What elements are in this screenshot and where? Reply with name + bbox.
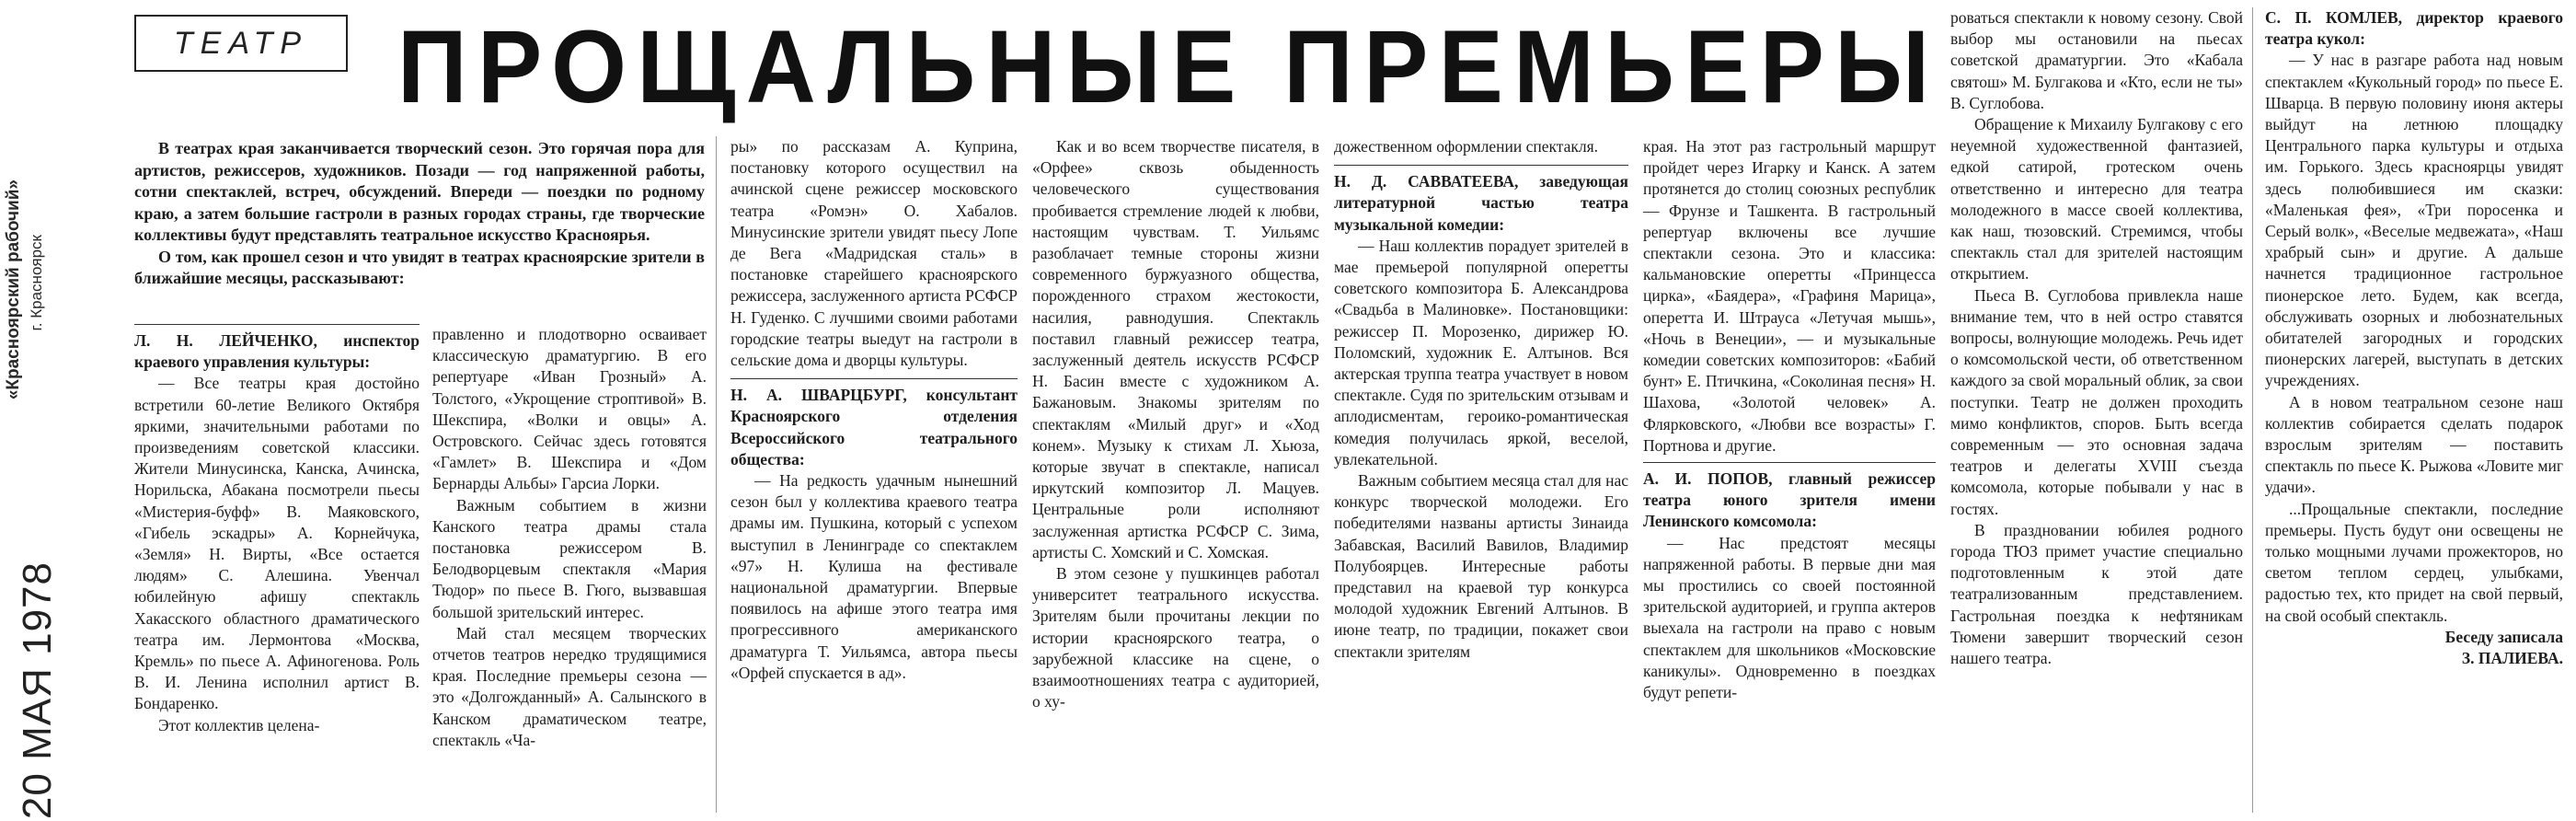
paper-name-stamp: «Красноярский рабочий» xyxy=(4,179,23,400)
paragraph: — Все театры края достойно встретили 60-летие Великого Октября яркими, значительными работами по произведениям советской классики. Жители Минусинска, Канска, Ачинска, Норильска, Абакана посмотрели пьесы «Мистерия-буфф» В. Маяковского, «Гибель эскадры» А. Корнейчука, «Земля» Н. Вирты, «Все остается людям» С. Алешина. Увенчал юбилейную афишу спектакль Хакасского областного драматического театра им. Лермонтова «Москва, Кремль» по пьесе А. Афиногенова. Роль В. И. Ленина исполнил артист В. Бондаренко. xyxy=(134,374,420,713)
divider xyxy=(134,324,420,325)
speaker-heading: Н. Д. САВВАТЕЕВА, заведующая литературной частью театра музыкальной комедии: xyxy=(1334,172,1628,234)
column-2 xyxy=(432,324,707,751)
signoff-label: Беседу записала xyxy=(2444,627,2563,646)
signoff-author: З. ПАЛИЕВА. xyxy=(2461,649,2563,668)
paragraph: Этот коллектив целена- xyxy=(158,715,320,734)
column-6 xyxy=(1643,136,1936,703)
paragraph: Пьеса В. Суглобова привлекла наше внимание тем, что в ней остро ставятся вопросы, волнующие молодежь. Речь идет о комсомольской чести, об ответственном каждого за свой моральный облик, за свои поступки. Театр не должен проходить мимо конфликтов, споров. Быть всегда современным — это основная задача театров и делегаты XVIII съезда комсомола, которые побывали у нас в гостях. xyxy=(1950,285,2243,518)
divider xyxy=(1334,165,1628,166)
paragraph: правленно и плодотворно осваивает классическую драматургию. В его репертуаре «Иван Грозный» А. Толстого, «Укрощение строптивой» В. Шекспира, «Волки и овцы» А. Островского. Сейчас здесь готовятся «Гамлет» В. Шекспира и «Дом Бернарды Альбы» Гарсиа Лорки. xyxy=(432,325,707,493)
date-stamp: 20 МАЯ 1978 xyxy=(15,561,60,820)
lead-paragraph: В театрах края заканчивается творческий сезон. Это горячая пора для артистов, режиссеров, художников. Позади — год напряженной работы, сотни спектаклей, встреч, обсуждений. Впереди — поездки по родному краю, а затем большие гастроли в разных городах страны, где творческие коллективы будут представлять театральное искусство Красноярья. xyxy=(134,139,705,244)
paragraph: В праздновании юбилея родного города ТЮЗ примет участие специально подготовленным к этой дате театрализованным представлением. Гастрольная поездка к нефтяникам Тюмени завершит творческий сезон нашего театра. xyxy=(1950,520,2243,668)
column-3 xyxy=(730,136,1018,684)
lead-block xyxy=(134,138,705,290)
paragraph: роваться спектакли к новому сезону. Свой выбор мы остановили на пьесах советской драматургии. Это «Кабала святош» М. Булгакова и «Кто, если не ты» В. Суглобова. xyxy=(1950,8,2243,112)
paragraph: Важным событием месяца стал для нас конкурс творческой молодежи. Его победителями названы артисты Зинаида Забавская, Василий Вавилов, Владимир Полубоярцев. Интересные работы представил на краевой тур конкурса молодой художник Евгений Алтынов. В июне театр, по традиции, покажет свои спектакли зрителям xyxy=(1334,471,1628,661)
column-5 xyxy=(1334,136,1628,663)
rubric-label: ТЕАТР xyxy=(134,15,348,72)
paragraph: — Наш коллектив порадует зрителей в мае премьерой популярной оперетты советского композитора Б. Александрова «Свадьба в Малиновке». Постановщики: режиссер П. Морозенко, дирижер Ю. Поломский, художник Е. Алтынов. Вся актерская труппа театра участвует в новом спектакле. Судя по зрительским отзывам и аплодисментам, героико-романтическая комедия получилась яркой, веселой, увлекательной. xyxy=(1334,236,1628,468)
paragraph: Май стал месяцем творческих отчетов театров нередко трудящимися края. Последние премьеры сезона — это «Долгожданный» А. Салынского в Канском драматическом театре, спектакль «Ча- xyxy=(432,623,707,749)
paragraph: Обращение к Михаилу Булгакову с его неуемной художественной фантазией, едкой сатирой, гротеском очень ответственно и интересно для театра молодежного в массе своей коллектива, как наш, тюзовский. Стремимся, чтобы спектакль стал для зрителей настоящим открытием. xyxy=(1950,115,2243,283)
paragraph: Важным событием в жизни Канского театра драмы стала постановка режиссером В. Белодворцевым спектакля «Мария Тюдор» по пьесе В. Гюго, вызвавшая большой зрительский интерес. xyxy=(432,495,707,621)
speaker-heading: А. И. ПОПОВ, главный режиссер театра юного зрителя имени Ленинского комсомола: xyxy=(1643,469,1936,531)
paragraph: — Нас предстоят месяцы напряженной работы. В первые дни мая мы простились со своей постоянной зрительской аудиторией, и группа актеров выехала на гастроли на право с новым спектаклем для школьников «Московские каникулы». Одновременно в поездках будут репети- xyxy=(1643,533,1936,702)
headline: ПРОЩАЛЬНЫЕ ПРЕМЬЕРЫ xyxy=(397,8,1940,124)
lead-paragraph: О том, как прошел сезон и что увидят в театрах красноярские зрители в ближайшие месяцы, рассказывают: xyxy=(134,247,705,287)
paragraph: дожественном оформлении спектакля. xyxy=(1334,137,1599,156)
column-1 xyxy=(134,324,420,736)
divider xyxy=(1643,462,1936,463)
column-7 xyxy=(1950,7,2243,669)
column-rule xyxy=(2252,7,2253,813)
column-rule xyxy=(716,136,717,813)
speaker-heading: Н. А. ШВАРЦБУРГ, консультант Красноярского отделения Всероссийского театрального общества: xyxy=(730,386,1018,468)
paragraph: — На редкость удачным нынешний сезон был у коллектива краевого театра драмы им. Пушкина, который с успехом выступил в Ленинграде со спектаклем «97» Н. Кулиша на фестивале национальной драматургии. Впервые появилось на афише этого театра имя прогрессивного американского драматурга Т. Уильямса, автора пьесы «Орфей спускается в ад». xyxy=(730,471,1018,682)
paragraph: — У нас в разгаре работа над новым спектаклем «Кукольный город» по пьесе Е. Шварца. В первую половину июня актеры выйдут на летнюю площадку Центрального парка культуры и отдыха им. Горького. Здесь красноярцы увидят здесь полюбившиеся им сказки: «Маленькая фея», «Три поросенка и Серый волк», «Веселые медвежата», «Наш храбрый сын» и другие. А дальше начнется традиционное гастрольное пионерское лето. Будем, как всегда, обслуживать озорных и любознательных обитателей загородных и городских пионерских лагерей, выступать в детских учреждениях. xyxy=(2265,51,2563,390)
paragraph: В этом сезоне у пушкинцев работал университет театрального искусства. Зрителям были прочитаны лекции по истории красноярского театра, о зарубежной классике на сцене, о взаимоотношениях театра с аудиторией, о ху- xyxy=(1032,564,1319,711)
paragraph: ...Прощальные спектакли, последние премьеры. Пусть будут они освещены не только мощными лучами прожекторов, но светом теплом сердец, улыбками, радостью тех, кто придет на свой первый, на свой особый спектакль. xyxy=(2265,499,2563,625)
paragraph: ры» по рассказам А. Куприна, постановку которого осуществил на ачинской сцене режиссер московского театра «Ромэн» О. Хабалов. Минусинские зрители увидят пьесу Лопе де Вега «Мадридская сталь» в постановке старейшего красноярского режиссера, заслуженного артиста РСФСР Н. Гуденко. С лучшими своими работами городские театры выедут на гастроли в сельские дома и дворцы культуры. xyxy=(730,137,1018,370)
paper-city-stamp: г. Красноярск xyxy=(28,235,45,331)
paragraph: края. На этот раз гастрольный маршрут пройдет через Игарку и Канск. А затем протянется до столиц союзных республик — Фрунзе и Ташкента. В гастрольный репертуар включены все лучшие спектакли сезона. Это и классика: кальмановские оперетты «Принцесса цирка», «Баядера», «Графиня Марица», оперетта И. Штрауса «Летучая мышь», «Ночь в Венеции», — и музыкальные комедии советских композиторов: «Бабий бунт» Е. Птичкина, «Соколиная песня» Н. Шахова, «Золотой человек» А. Флярковского, «Любви все возрасты» Г. Портнова и другие. xyxy=(1643,137,1936,455)
paragraph: А в новом театральном сезоне наш коллектив собирается сделать подарок взрослым зрителям — поставить спектакль по пьесе К. Рыжова «Ловите миг удачи». xyxy=(2265,392,2563,497)
paragraph: Как и во всем творчестве писателя, в «Орфее» сквозь обыденность человеческого существования пробивается стремление людей к любви, настоящим чувствам. Т. Уильямс разоблачает темные стороны жизни современного буржуазного общества, порожденного страхом жестокости, насилия, равнодушия. Спектакль поставил главный режиссер театра, заслуженный деятель искусств РСФСР Н. Басин вместе с художником А. Бажановым. Знакомы зрителям по спектаклям «Милый друг» и «Ход конем». Музыку к стихам Л. Хьюза, которые звучат в спектакле, написал иркутский композитор Л. Мацуев. Центральные роли исполняют заслуженная артистка РСФСР С. Зима, артисты С. Хомский и С. Хомская. xyxy=(1032,137,1319,561)
divider xyxy=(730,378,1018,379)
column-4 xyxy=(1032,136,1319,712)
column-8 xyxy=(2265,7,2563,669)
speaker-heading: С. П. КОМЛЕВ, директор краевого театра кукол: xyxy=(2265,8,2563,49)
speaker-heading: Л. Н. ЛЕЙЧЕНКО, инспектор краевого управления культуры: xyxy=(134,331,420,372)
